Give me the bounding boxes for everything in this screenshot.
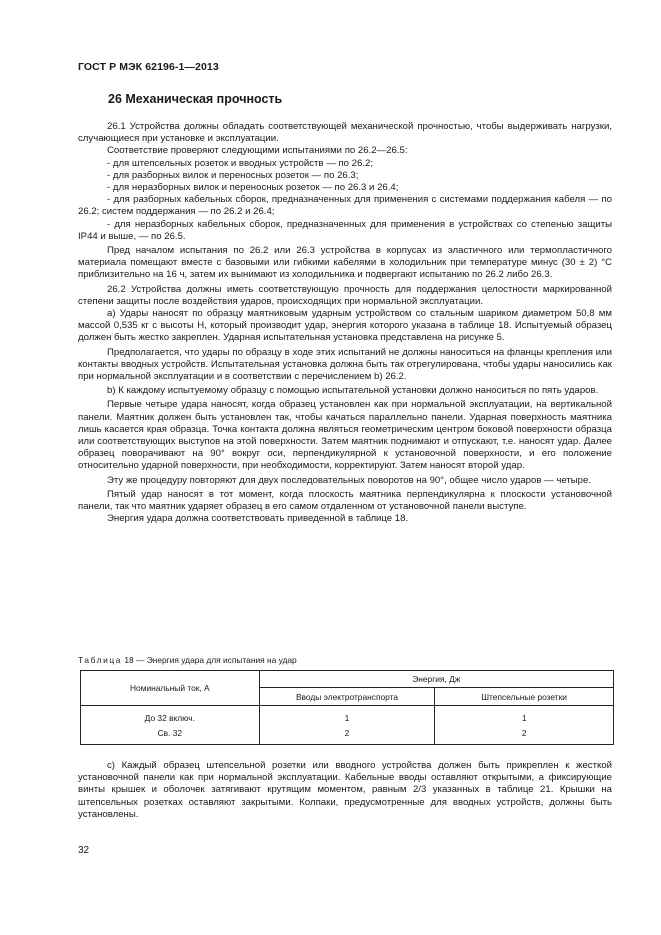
paragraph: b) К каждому испытуемому образцу с помощью испытательной установки должно наноситься по пять ударов.: [107, 385, 599, 397]
table-row: [81, 706, 614, 726]
paragraph: Энергия удара должна соответствовать приведенной в таблице 18.: [107, 513, 409, 525]
paragraph: Соответствие проверяют следующими испытаниями по 26.2—26.5:: [107, 145, 408, 157]
list-item: - для разборных кабельных сборок, предназначенных для применения с системами поддержания кабеля — по 26.2; систем поддержания — по 26.2 и 26.4;: [78, 194, 612, 218]
paragraph: Пред началом испытания по 26.2 или 26.3 устройства в корпусах из эластичного или термопластичного материала помещают вместе с базовыми или гибкими кабелями в холодильник при температуре минус (30 ± 2) °С приблизительно на 16 ч, затем их вынимают из холодильника и подвергают испытанию по 26.2 либо 26.3.: [78, 245, 612, 281]
table-caption-text: 18 — Энергия удара для испытания на удар: [124, 655, 297, 665]
list-item: - для неразборных вилок и переносных розеток — по 26.3 и 26.4;: [107, 182, 399, 194]
section-title: 26 Механическая прочность: [108, 92, 283, 106]
paragraph: с) Каждый образец штепсельной розетки или вводного устройства должен быть прикреплен к жесткой установочной панели как при нормальной эксплуатации. Кабельные вводы оставляют открытыми, а фиксирующие винты крышек и оболочек затягивают крутящим моментом, равным 2/3 указанных в таблице 21. Крышки на штепсельных розетках оставляют закрытыми. Колпаки, предусмотренные для вводных устройств, должны быть установлены.: [78, 760, 612, 820]
cell-sockets: 2: [435, 725, 614, 745]
page-number: 32: [78, 845, 90, 856]
paragraph: а) Удары наносят по образцу маятниковым ударным устройством со стальным шариком диаметром 50,8 мм массой 0,535 кг с высоты H, который производит удар, энергия которого указана в таблице 18. Испытуемый образец должен быть жестко закреплен. Ударная испытательная установка представлена на рисунке 5.: [78, 308, 612, 344]
paragraph: Эту же процедуру повторяют для двух последовательных поворотов на 90°, общее число ударов — четыре.: [107, 474, 591, 486]
list-item: - для неразборных кабельных сборок, предназначенных для применения в устройствах со степенью защиты IP44 и выше, — по 26.5.: [78, 218, 612, 242]
paragraph: Пятый удар наносят в тот момент, когда плоскость маятника перпендикулярна к плоскости установочной панели, так что маятник ударяет образец в его самом отдаленном от установочной панели выступе.: [78, 488, 612, 513]
standard-header: ГОСТ Р МЭК 62196-1—2013: [78, 61, 219, 73]
list-item: - для штепсельных розеток и вводных устройств — по 26.2;: [107, 157, 373, 169]
table-caption-label: Таблица: [78, 655, 123, 665]
cell-inlets: 1: [259, 706, 435, 726]
cell-current: Св. 32: [81, 725, 260, 745]
column-header-vehicle-inlets: Вводы электротранспорта: [259, 688, 435, 706]
section-body: [78, 121, 612, 526]
cell-sockets: 1: [435, 706, 614, 726]
cell-current: До 32 включ.: [81, 706, 260, 726]
paragraph: Первые четыре удара наносят, когда образец установлен как при нормальной эксплуатации, на вертикальной панели. Маятник должен быть установлен так, чтобы качаться параллельно панели. Ударная поверхность маятника лишь касается края образца. Точка контакта должна являться геометрическим центром боковой поверхности образца или соответствующих выступов на этой поверхности. Затем маятник поднимают и отпускают, т.е. наносят удар. Далее образец поворачивают на 90° вокруг оси, перпендикулярной к установочной поверхности, и его положение относительно ударной поверхности, при необходимости, корректируют. Затем наносят второй удар.: [78, 399, 612, 472]
impact-energy-table: [80, 670, 614, 745]
column-header-current: Номинальный ток, А: [81, 671, 260, 706]
cell-inlets: 2: [259, 725, 435, 745]
list-item: - для разборных вилок и переносных розеток — по 26.3;: [107, 169, 359, 181]
section-body-continued: [78, 760, 612, 821]
column-header-sockets: Штепсельные розетки: [435, 688, 614, 706]
paragraph: 26.1 Устройства должны обладать соответствующей механической прочностью, чтобы выдерживать нагрузки, случающиеся при установке и эксплуатации.: [78, 121, 612, 145]
table-caption: [78, 655, 297, 665]
paragraph: 26.2 Устройства должны иметь соответствующую прочность для поддержания целостности маркированной степени защиты после воздействия ударов, происходящих при нормальной эксплуатации.: [78, 283, 612, 307]
column-header-energy: Энергия, Дж: [259, 671, 613, 688]
paragraph: Предполагается, что удары по образцу в ходе этих испытаний не должны наноситься на фланцы крепления или контакты вводных устройств. Испытательная установка должна быть так отрегулирована, чтобы удары наносились как при нормальной эксплуатации и в соответствии с перечислением b) 26.2.: [78, 346, 612, 383]
table-row: [81, 725, 614, 745]
